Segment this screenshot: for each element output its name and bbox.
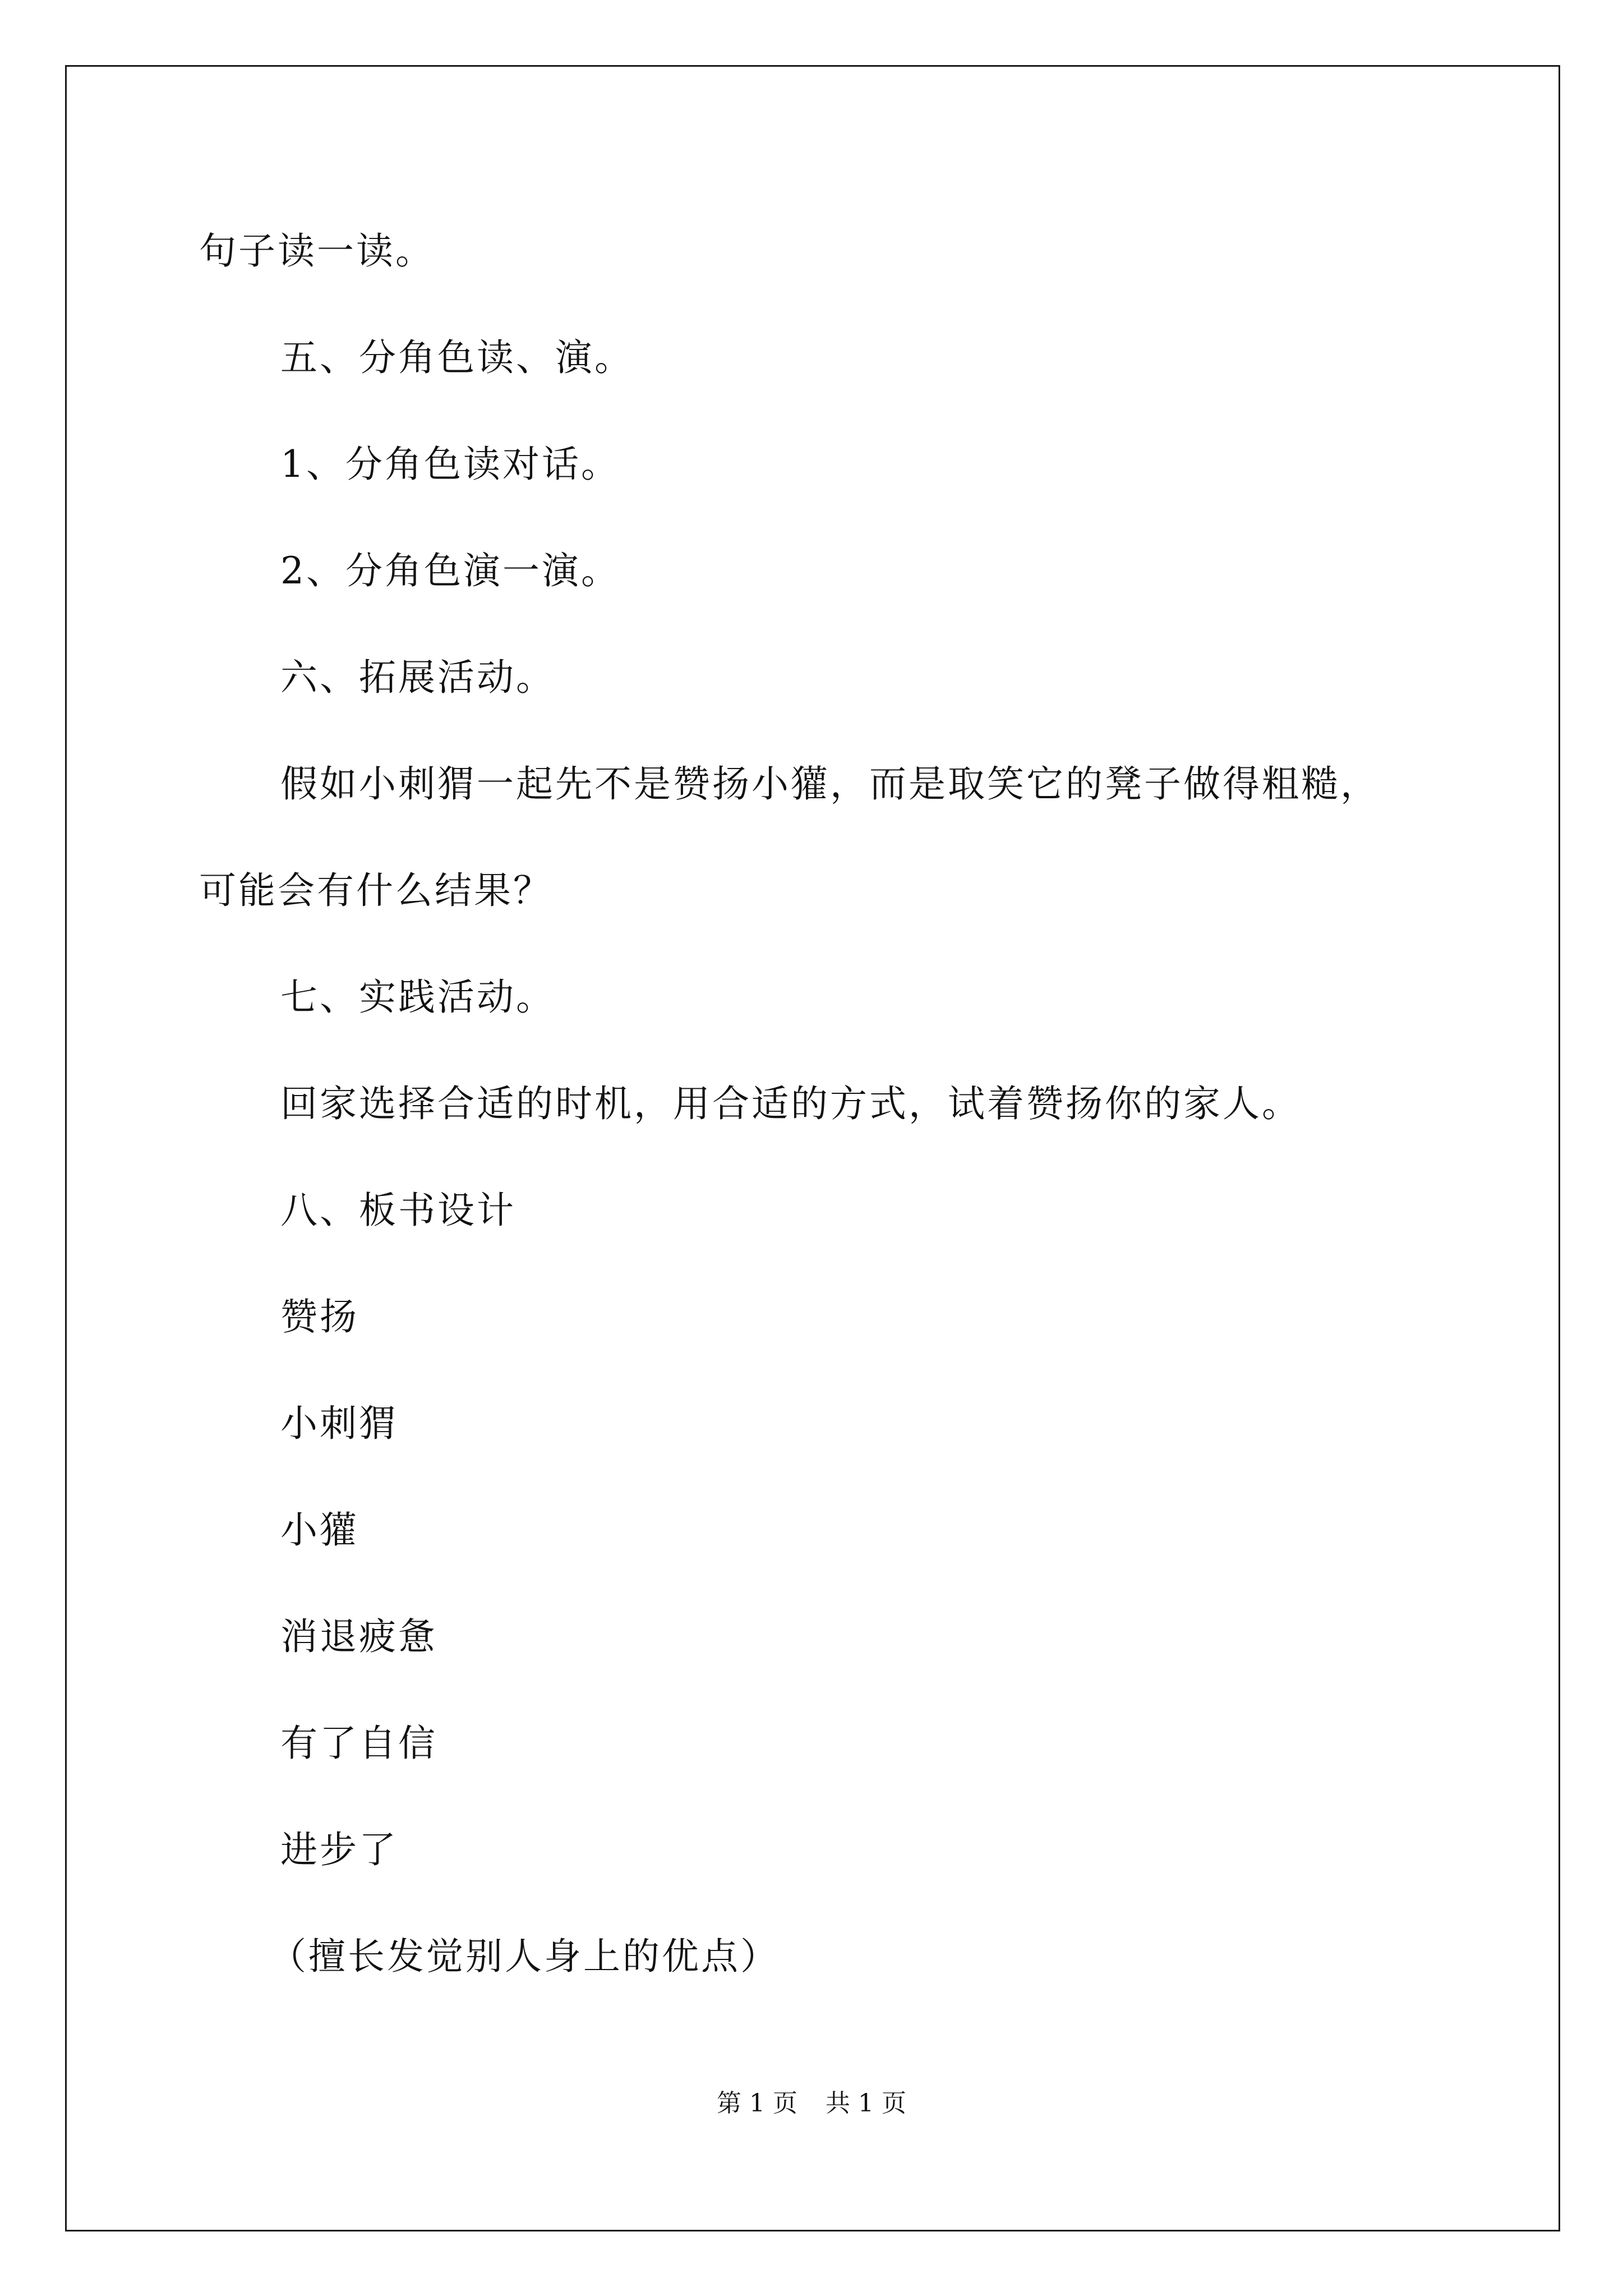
section-heading: 七、实践活动。	[280, 976, 555, 1019]
board-item: 小獾	[280, 1508, 359, 1552]
paragraph-line: 可能会有什么结果？	[199, 869, 552, 912]
board-note: （擅长发觉别人身上的优点）	[269, 1935, 780, 1978]
board-item: 消退疲惫	[280, 1615, 437, 1658]
section-heading: 六、拓展活动。	[280, 656, 555, 699]
section-heading: 五、分角色读、演。	[280, 336, 634, 379]
text-line: 1、分角色读对话。	[280, 443, 620, 486]
page-number: 第 1 页	[717, 2089, 797, 2118]
text-line: 2、分角色演一演。	[280, 549, 620, 592]
paragraph-line: 回家选择合适的时机，用合适的方式，试着赞扬你的家人。	[280, 1082, 1301, 1125]
page-border	[65, 65, 1560, 2231]
text-line: 句子读一读。	[199, 229, 435, 273]
board-item: 赞扬	[280, 1295, 359, 1338]
board-item: 小刺猬	[280, 1402, 398, 1445]
board-item: 进步了	[280, 1828, 398, 1871]
board-item: 有了自信	[280, 1722, 437, 1765]
page-total: 共 1 页	[826, 2089, 906, 2118]
page-footer	[0, 2091, 1623, 2116]
paragraph-line: 假如小刺猬一起先不是赞扬小獾，而是取笑它的凳子做得粗糙，	[280, 762, 1380, 806]
section-heading: 八、板书设计	[280, 1189, 516, 1232]
